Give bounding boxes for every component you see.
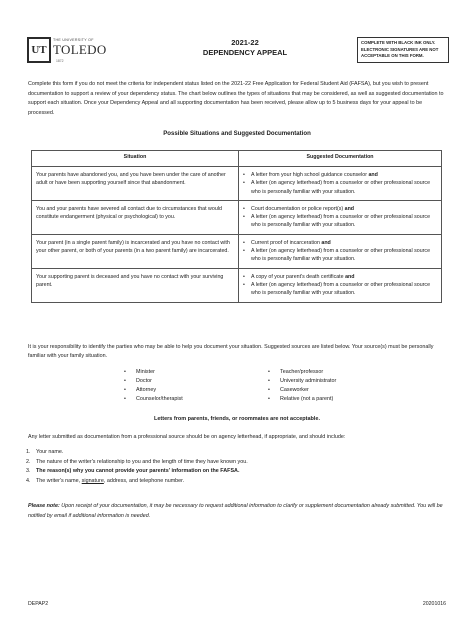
header-situation: Situation — [32, 151, 239, 167]
doc-item: • A copy of your parent's death certificate and — [251, 273, 437, 281]
list-item: • Caseworker — [268, 386, 336, 395]
header-documentation: Suggested Documentation — [239, 151, 442, 167]
sources-left-list — [124, 368, 183, 404]
docs-cell — [239, 234, 442, 268]
sources-right-list — [268, 368, 336, 404]
list-item: • Minister — [124, 368, 183, 377]
list-item: • Attorney — [124, 386, 183, 395]
list-item: 2. The nature of the writer's relationship to you and the length of time they have known you. — [26, 458, 248, 465]
doc-item: • Current proof of incarceration and — [251, 239, 437, 247]
logo-name: TOLEDO — [53, 42, 107, 57]
situation-cell: You and your parents have severed all contact due to circumstances that would constitute endangerment (physical or psychological) to you. — [32, 200, 239, 234]
table-row — [32, 234, 442, 268]
doc-item: • A letter from your high school guidance counselor and — [251, 171, 437, 179]
letter-requirements-intro: Any letter submitted as documentation from a professional source should be on agency letterhead, if appropriate, and should include: — [28, 434, 346, 440]
responsibility-paragraph: It is your responsibility to identify the parties who may be able to help you document your situation. Suggested sources are listed below. Your source(s) must be personally familiar with your family situation. — [28, 344, 434, 359]
list-item: 3. The reason(s) why you cannot provide your parents' information on the FAFSA. — [26, 468, 240, 475]
university-logo — [27, 37, 107, 63]
docs-cell — [239, 200, 442, 234]
please-note-text: Upon receipt of your documentation, it may be necessary to request additional information to clarify or supplement documentation already submitted. You will be notified by email if additional information is needed. — [28, 503, 443, 519]
situation-cell: Your parent (in a single parent family) is incarcerated and you have no contact with your other parent, or both of your parents (in a two parent family) are incarcerated. — [32, 234, 239, 268]
form-year: 2021-22 — [231, 38, 259, 47]
list-item: • Counselor/therapist — [124, 395, 183, 404]
doc-item: • Court documentation or police report(s) and — [251, 205, 437, 213]
form-date-code: 20201016 — [422, 601, 446, 607]
ink-notice: COMPLETE WITH BLACK INK ONLY. ELECTRONIC SIGNATURES ARE NOT ACCEPTABLE ON THIS FORM. — [357, 37, 449, 63]
table-row — [32, 200, 442, 234]
form-code: DEPAP2 — [28, 601, 49, 607]
please-note — [28, 502, 448, 521]
doc-item: • A letter (on agency letterhead) from a counselor or other professional source who is personally familiar with your situation. — [251, 247, 437, 264]
situation-cell: Your supporting parent is deceased and you have no contact with your surviving parent. — [32, 268, 239, 302]
doc-item: • A letter (on agency letterhead) from a counselor or other professional source who is personally familiar with your situation. — [251, 281, 437, 298]
list-item: 1. Your name. — [26, 449, 64, 455]
no-letters-note: Letters from parents, friends, or roommates are not acceptable. — [154, 416, 320, 422]
please-note-label: Please note: — [28, 503, 60, 509]
doc-item: • A letter (on agency letterhead) from a counselor or other professional source who is personally familiar with your situation. — [251, 179, 437, 196]
form-title — [180, 38, 310, 58]
list-item: • University administrator — [268, 377, 336, 386]
list-item: • Doctor — [124, 377, 183, 386]
section-title: Possible Situations and Suggested Documentation — [163, 130, 311, 137]
doc-item: • A letter (on agency letterhead) from a counselor or other professional source who is personally familiar with your situation. — [251, 213, 437, 230]
situation-cell: Your parents have abandoned you, and you have been under the care of another adult or have been supporting yourself since that abandonment. — [32, 167, 239, 201]
form-name: DEPENDENCY APPEAL — [202, 48, 288, 57]
table-row — [32, 167, 442, 201]
intro-paragraph: Complete this form if you do not meet the criteria for independent status listed on the 2021-22 Free Application for Federal Student Aid (FAFSA), but you wish to present documentation to support a review of your dependency status. The chart below outlines the types of situations that may be considered, as well as suggested documentation to support each situation. Once your Dependency Appeal and all supporting documentation has been received, please allow up to 5 business days for your appeal to be processed. — [28, 81, 444, 116]
logo-mark: UT — [27, 37, 51, 63]
docs-cell — [239, 268, 442, 302]
logo-small-text: THE UNIVERSITY OF — [53, 38, 94, 42]
table-row — [32, 268, 442, 302]
list-item: • Teacher/professor — [268, 368, 336, 377]
situations-table — [31, 150, 442, 303]
list-item: 4. The writer's name, signature, address, and telephone number. — [26, 477, 185, 484]
logo-year: 1872 — [56, 59, 64, 63]
docs-cell — [239, 167, 442, 201]
list-item: • Relative (not a parent) — [268, 395, 336, 404]
requirements-list — [26, 448, 248, 486]
